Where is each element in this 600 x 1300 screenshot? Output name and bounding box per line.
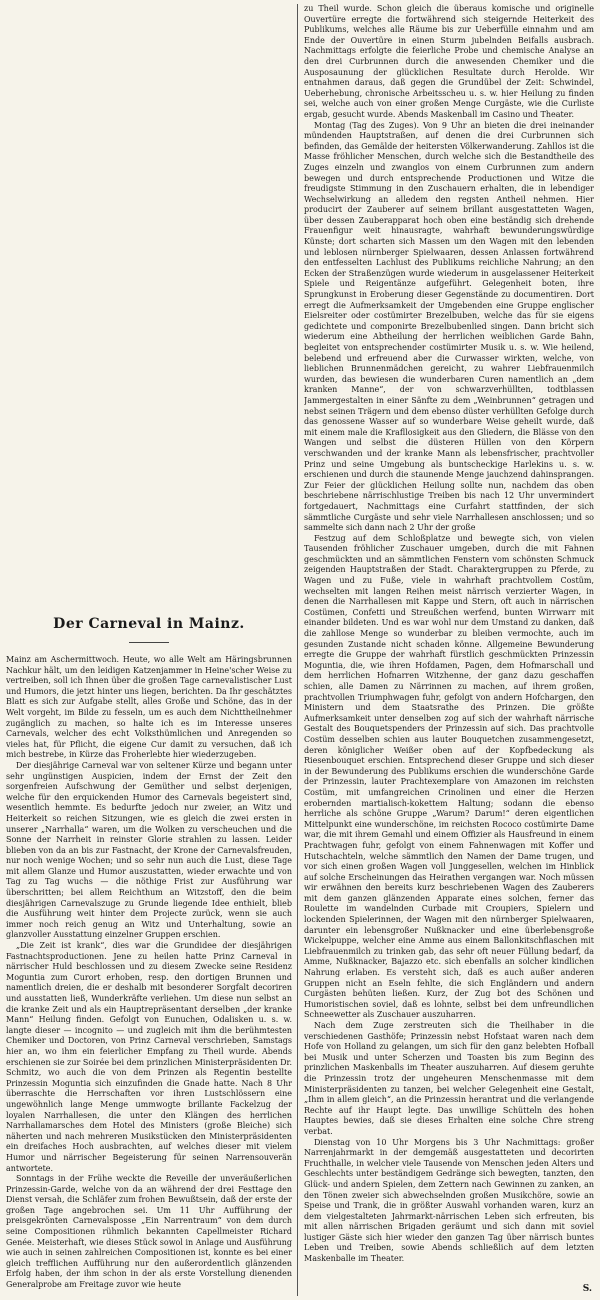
right-paragraph-3: Festzug auf dem Schloßplatze und bewegte sich, von vielen Tausenden fröhlicher Zuschauer umgeben, durch die mit Fahnen geschmückten und an sämmtlichen Fenstern vom schönsten Schmuck zeigenden Hauptstraßen der Stadt. Charaktergruppen zu Pferde, zu Wagen und zu Fuße, viele in wahrhaft prachtvollem Costüm, wechselten mit langen Reihen meist närrisch verzierter Wagen, in denen die Narrhallesen mit Kappe und Stern, oft auch in närrischen Costümen, Confetti und Streußchen werfend, bunten Wirrwarr mit einander bildeten. Und es war wohl nur dem Umstand zu danken, daß die zahllose Menge so wunderbar zu bleiben vermochte, auch im gesunden Zustande nicht schaden könne. Allgemeine Bewunderung erregte die Gruppe der wahrhaft fürstlich geschmückten Prinzessin Moguntia, die, wie ihren Hofdamen, Pagen, dem Hofmarschall und dem herrlichen Hofnarren Witzhenne, der ganz dazu geschaffen schien, alle Damen zu Närrinnen zu machen, auf ihrem großen, prachtvollen Triumphwagen fuhr, gefolgt von andern Hofchargen, den Ministern und dem Staatsrathe des Prinzen. Die größte Aufmerksamkeit unter denselben zog auf sich der wahrhaft närrische Gestalt des Bouquetspenders der Prinzessin auf sich. Das prachtvolle Costüm desselben schien aus lauter Bouquetchen zusammengesetzt, deren königlicher Weißer oben auf der Kopfbedeckung als Riesenbouquet erschien. Entsprechend dieser Gruppe und sich dieser in der Bewunderung des Publikums erschien die wunderschöne Garde der Prinzessin, lauter Prachtexemplare von Amazonen im reichsten Costüm, mit umfangreichen Crinolinen und einer die Herzen erobernden martialisch-kokettem Haltung; sodann die ebenso herrliche als schöne Gruppe „Warum? Darum!“ deren eigentlichen Mittelpunkt eine wunderschöne, im reichsten Rococo costümirte Dame war, die mit ihrem Gemahl und einem Offizier als Hausfreund in einem Prachtwagen fuhr, gefolgt von einem Fahnenwagen mit Koffer und Hutschachteln, welche sämmtlich den Namen der Dame trugen, und vor sich einen großen Wagen voll Junggesellen, welchen im Hinblick auf solche Erscheinungen das Heirathen vergangen war. Noch müssen wir erwähnen den bereits kurz beschriebenen Wagen des Zauberers mit dem ganzen glänzenden Apparate eines solchen, ferner das Roulette im wandelnden Curbade mit Croupiers, Spielern und lockenden Spielerinnen, der Wagen mit den nürnberger Spielwaaren, darunter ein lebensgroßer Nußknacker und eine überlebensgroße Wickelpuppe, welcher eine Amme aus einem Ballonkitschflaschen mit Liebfrauenmilch zu trinken gab, das sehr oft neuer Füllung bedarf, da Amme, Nußknacker, Bajazzo etc. sich ebenfalls an solcher kindlichen Nahrung erlaben. Es versteht sich, daß es auch außer anderen Gruppen nicht an Eseln fehlte, die sich Engländern und andern Curgästen behüten ließen. Kurz, der Zug bot des Schönen und Humoristischen soviel, daß es lohnte, selbst bei dem unfreundlichen Schneewetter als Zuschauer auszuharren. [304,533,594,1020]
title-divider [129,642,169,643]
left-column [6,4,292,1296]
left-paragraph-1: Mainz am Aschermittwoch. Heute, wo alle Welt am Häringsbrunnen Nachkur hält, um den leidigen Katzenjammer in Heine'scher Weise zu vertreiben, soll ich Ihnen über die großen Tage carnevalistischer Lust und Humors, die jetzt hinter uns liegen, berichten. Da Ihr geschätztes Blatt es sich zur Aufgabe stellt, alles Große und Schöne, das in der Welt vorgeht, im Bilde zu fesseln, um es auch dem Nichttheilnehmer zugänglich zu machen, so halte ich es im Interesse unseres Carnevals, welcher des echt Volksthümlichen und Anregenden so vieles hat, für Pflicht, die eigene Cur damit zu versuchen, daß ich mich bestrebe, in Kürze das Froherlebte hier wiederzugeben. [6,655,292,760]
right-column [304,4,594,1296]
left-paragraph-4: Sonntags in der Frühe weckte die Reveille der unveräußerlichen Prinzessin-Garde, welche von da an während der drei Festtage den Dienst versah, die Schläfer zum frohen Bewußtsein, daß der erste der großen Tage angebrochen sei. Um 11 Uhr Aufführung der preisgekrönten Carnevalsposse „Ein Narrentraum“ von dem durch seine Compositionen rühmlich bekannten Capellmeister Richard Genée. Meisterhaft, wie dieses Stück sowol in Anlage und Ausführung wie auch in seinen zahlreichen Compositionen ist, konnte es bei einer gleich trefflichen Aufführung nur den außerordentlich glänzenden Erfolg haben, der ihm schon in der als erste Vorstellung dienenden Generalprobe am Freitage zuvor wie heute [6,1174,292,1290]
left-paragraph-2: Der diesjährige Carneval war von seltener Kürze und begann unter sehr ungünstigen Auspicien, indem der Ernst der Zeit den sorgenfreien Aufschwung der Gemüther und selbst derjenigen, welche für den erquickenden Humor des Carnevals begeistert sind, wesentlich hemmte. Es bedurfte jedoch nur zweier, an Witz und Heiterkeit so reichen Sitzungen, wie es gleich die zwei ersten in unserer „Narrhalla“ waren, um die Wolken zu verscheuchen und die Sonne der Narrheit in reinster Glorie strahlen zu lassen. Leider blieben von da an bis zur Fastnacht, der Krone der Carnevalsfreuden, nur noch wenige Wochen; und so sehr nun auch die Lust, diese Tage mit allem Glanze und Humor auszustatten, wieder erwachte und von Tag zu Tag wuchs — die nöthige Frist zur Ausführung war überschritten; bei allem Reichthum an Witzstoff, den die beim diesjährigen Carnevalszuge zu Grunde liegende Idee enthielt, blieb die Ausführung weit hinter dem Projecte zurück, wenn sie auch immer noch reich genug an Witz und Unterhaltung, sowie an glanzvoller Ausstattung einzelner Gruppen erschien. [6,760,292,940]
right-paragraph-1: zu Theil wurde. Schon gleich die überaus komische und originelle Ouvertüre erregte die fortwährend sich steigernde Heiterkeit des Publikums, welches alle Räume bis zur Ueberfülle einnahm und am Ende der Ouvertüre in einen Sturm jubelnden Beifalls ausbrach. Nachmittags erfolgte die feierliche Probe und chemische Analyse an den drei Curbrunnen durch die anwesenden Chemiker und die Ausposaunung der glücklichen Resultate durch Herolde. Wir entnahmen daraus, daß gegen die Grundübel der Zeit: Schwindel, Ueberhebung, chronische Arbeitsscheu u. s. w. hier Heilung zu finden sei, welche auch von einer großen Menge Curgäste, wie die Curliste ergab, gesucht wurde. Abends Maskenball im Casino und Theater. [304,4,594,119]
article-title: Der Carneval in Mainz. [53,616,245,632]
left-paragraph-3: „Die Zeit ist krank“, dies war die Grundidee der diesjährigen Fastnachtsproductionen. Jene zu heilen hatte Prinz Carneval in närrischer Huld beschlossen und zu diesem Zwecke seine Residenz Moguntia zum Curort erhoben, resp. den dortigen Brunnen und namentlich dreien, die er deshalb mit besonderer Sorgfalt decoriren und ausstatten ließ, Wunderkräfte verliehen. Um diese nun selbst an die kranke Zeit und als ein Hauptrepräsentant derselben „der kranke Mann“ Heilung finden. Gefolgt von Eunuchen, Odalisken u. s. w. langte dieser — incognito — und zugleich mit ihm die berühmtesten Chemiker und Doctoren, von Prinz Carneval verschrieben, Samstags hier an, wo ihm ein feierlicher Empfang zu Theil wurde. Abends erschienen sie zur Soirée bei dem prinzlichen Ministerpräsidenten Dr. Schmitz, wo auch die von dem Prinzen als Regentin bestellte Prinzessin Moguntia sich einzufinden die Gnade hatte. Nach 8 Uhr überraschte die Herrschaften vor ihren Lustschlössern eine ungewöhnlich lange Menge ummwogte brillante Fackelzug der loyalen Narrhallesen, die unter den Klängen des herrlichen Narrhallamarsches dem Hotel des Ministers (große Bleiche) sich näherten und nach mehreren Musikstücken den Ministerpräsidenten ein dreifaches Hoch ausbrachten, auf welches dieser mit vielem Humor und närrischer Begeisterung für seinen Narrensouverän antwortete. [6,941,292,1173]
right-paragraph-2: Montag (Tag des Zuges). Von 9 Uhr an bieten die drei ineinander mündenden Hauptstraßen, auf denen die drei Curbrunnen sich befinden, das Gemälde der heitersten Völkerwanderung. Zahllos ist die Masse fröhlicher Menschen, durch welche sich die Bestandtheile des Zuges einzeln und zwanglos von einem Curbrunnen zum andern bewegen und durch entsprechende Productionen und Witze die freudigste Stimmung in den Zuschauern erhalten, die in lebendiger Wechselwirkung an alledem den regsten Antheil nehmen. Hier producirt der Zauberer auf seinem brillant ausgestatteten Wagen, über dessen Zauberapparat hoch oben eine beständig sich drehende Frauenfigur weit hinausragte, wahrhaft bewunderungswürdige Künste; dort scharten sich Massen um den Wagen mit den lebenden und leblosen nürnberger Spielwaaren, dessen Anlassen fortwährend den entfesselten Lachlust des Publikums reichliche Nahrung; an den Ecken der Straßenzügen wurde wiederum in ausgelassener Heiterkeit Spiele und Reigentänze aufgeführt. Gelegenheit boten, ihre Sprungkunst in Eroberung dieser Gegenstände zu documentiren. Dort erregt die Aufmerksamkeit der Umgebenden eine Gruppe englischer Eielsreiter oder costümirter Brezelbuben, welche das für sie eigens gedichtete und componirte Brezelbubenlied singen. Dann bricht sich wiederum eine Abtheilung der herrlichen weiblichen Garde Bahn, begleitet von entsprechender costümirter Musik u. s. w. Wie heilend, belebend und erfreuend aber die Curwasser wirkten, welche, von lieblichen Brunnenmädchen gereicht, zu wahrer Liebfrauenmilch wurden, das bewiesen die wunderbaren Curen namentlich an „dem kranken Manne“, der von schwarzverhüllten, todtblassen Jammergestalten in einer Sänfte zu dem „Weinbrunnen“ getragen und nebst seinen Trägern und dem ebenso düster verhüllten Gefolge durch das genossene Wasser auf so wunderbare Weise geheilt wurde, daß mit einem male die Krafllosigkeit aus den Gliedern, die Blässe von den Wangen und selbst die düsteren Hüllen von den Körpern verschwanden und der kranke Mann als lebensfrischer, prachtvoller Prinz und seine Umgebung als buntscheckige Harlekins u. s. w. erschienen und durch die staunende Menge jauchzend dahinsprangen. Zur Feier der glücklichen Heilung sollte nun, nachdem das oben beschriebene närrischlustige Treiben bis nach 12 Uhr unvermindert fortgedauert, Nachmittags eine Curfahrt stattfinden, der sich sämmtliche Curgäste und sehr viele Narrhallesen anschlossen; und so sammelte sich dann nach 2 Uhr der große [304,120,594,533]
right-paragraph-5: Dienstag von 10 Uhr Morgens bis 3 Uhr Nachmittags: großer Narrenjahrmarkt in der demgemäß ausgestatteten und decorirten Fruchthalle, in welcher viele Tausende von Menschen jeden Alters und Geschlechts unter beständigem Gedränge sich bewegten, tanzten, den Glück- und andern Spielen, dem Zettern nach Gewinnen zu zanken, an den Tönen zweier sich abwechselnden großen Musikchöre, sowie an Speise und Trank, die in größter Auswahl vorhanden waren, kurz an dem vielgestalteten Jahrmarkt-närrischen Leben sich erfreuten, bis mit allen närrischen Brigaden geräumt und sich dann mit soviel lustiger Gäste sich hier wieder den ganzen Tag über närrisch buntes Leben und Treiben, sowie Abends schließlich auf dem letzten Maskenballe im Theater. [304,1137,594,1264]
column-divider [297,4,298,1296]
author-signature: S. [582,1284,592,1294]
right-paragraph-4: Nach dem Zuge zerstreuten sich die Theilhaber in die verschiedenen Gasthöfe; Prinzessin nebst Hofstaat waren nach dem Hofe von Holland zu gelangen, um sich für den ganz belebten Hofball bei Musik und unter Scherzen und Toasten bis zum Beginn des prinzlichen Maskenballs im Theater auszuharren. Auf diesem geruhte die Prinzessin trotz der ungeheuren Menschenmasse mit dem Ministerpräsidenten zu tanzen, bei welcher Gelegenheit eine Gestalt, „Ihm in allem gleich“, an die Prinzessin herantrat und die verlangende Rechte auf ihr Haupt legte. Das unwillige Schütteln des hohen Hauptes bewies, daß sie dieses Erhalten eine solche Chre streng verbat. [304,1021,594,1136]
